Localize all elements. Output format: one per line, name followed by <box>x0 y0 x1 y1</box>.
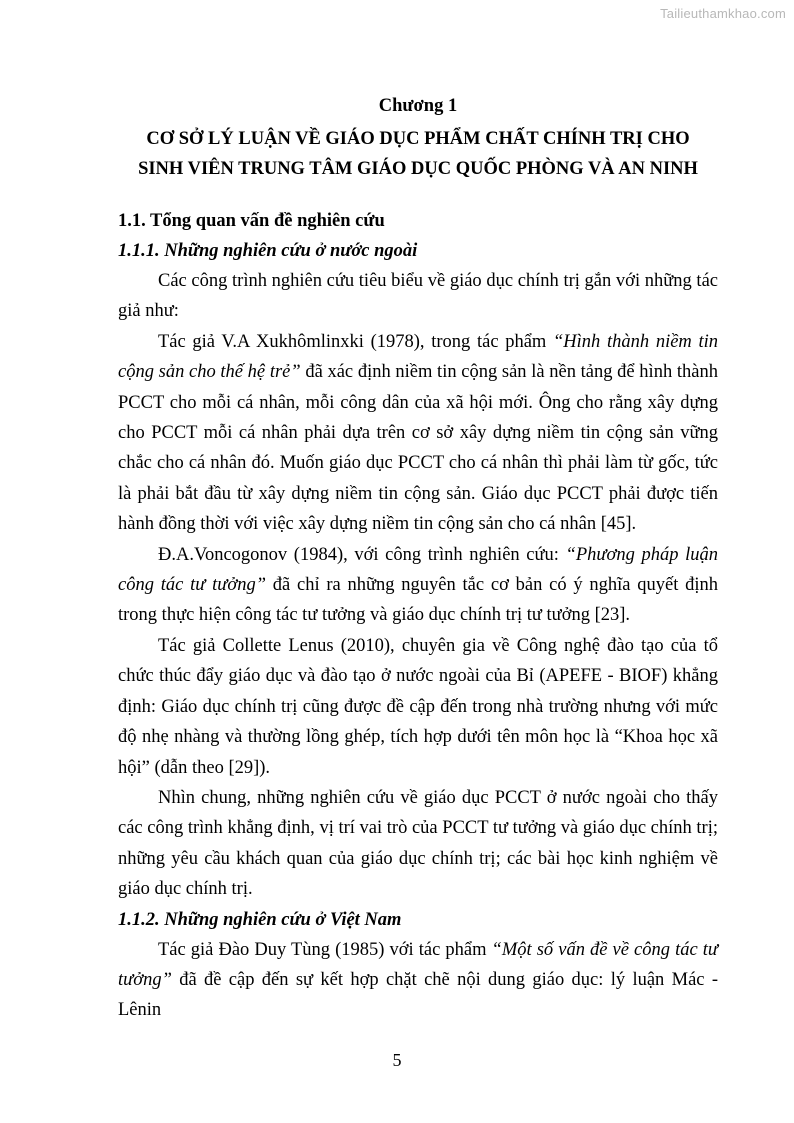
paragraph-4: Tác giả Collette Lenus (2010), chuyên gia về Công nghệ đào tạo của tổ chức thúc đẩy giáo dục và đào tạo ở nước ngoài của Bỉ (APEFE - BIOF) khẳng định: Giáo dục chính trị cũng được đề cập đến trong nhà trường nhưng với mức độ nhẹ nhàng và thường lồng ghép, tích hợp dưới tên môn học là “Khoa học xã hội” (dẫn theo [29]). <box>118 635 718 778</box>
paragraph-3 <box>118 540 718 631</box>
chapter-title-line1: CƠ SỞ LÝ LUẬN VỀ GIÁO DỤC PHẨM CHẤT CHÍNH TRỊ CHO <box>146 129 690 149</box>
paragraph-3-text-a: Đ.A.Voncogonov (1984), với công trình nghiên cứu: <box>158 544 566 565</box>
paragraph-6-text-a: Tác giả Đào Duy Tùng (1985) với tác phẩm <box>158 939 492 960</box>
paragraph-2-italic-title: “Hình thành niềm tin cộng sản cho thế hệ trẻ” <box>118 331 718 383</box>
page-number: 5 <box>392 1050 402 1070</box>
paragraph-1: Các công trình nghiên cứu tiêu biểu về giáo dục chính trị gắn với những tác giả như: <box>118 271 718 322</box>
watermark: Tailieuthamkhao.com <box>660 6 786 21</box>
section-heading-1-1-2: 1.1.2. Những nghiên cứu ở Việt Nam <box>118 909 402 930</box>
paragraph-2-text-a: Tác giả V.A Xukhômlinxki (1978), trong tác phẩm <box>158 331 554 352</box>
chapter-heading: Chương 1 <box>378 96 458 116</box>
paragraph-3-italic-title: “Phương pháp luận công tác tư tưởng” <box>118 544 718 596</box>
paragraph-2-text-b: đã xác định niềm tin cộng sản là nền tảng để hình thành PCCT cho mỗi cá nhân, mỗi công dân của xã hội mới. Ông cho rằng xây dựng cho PCCT mỗi cá nhân phải dựa trên cơ sở xây dựng niềm tin cộng sản vững chắc cho cá nhân đó. Muốn giáo dục PCCT cho cá nhân thì phải làm từ gốc, tức là phải bắt đầu từ xây dựng niềm tin cộng sản. Giáo dục PCCT phải được tiến hành đồng thời với việc xây dựng niềm tin cộng sản cho cá nhân [45]. <box>118 362 718 535</box>
paragraph-3-text-b: đã chỉ ra những nguyên tắc cơ bản có ý nghĩa quyết định trong thực hiện công tác tư tưởng và giáo dục chính trị tư tưởng [23]. <box>118 575 718 626</box>
section-heading-1-1-1: 1.1.1. Những nghiên cứu ở nước ngoài <box>118 241 418 261</box>
paragraph-6 <box>118 935 718 1026</box>
paragraph-6-italic-title: “Một số vấn đề về công tác tư tưởng” <box>118 939 718 990</box>
paragraph-6-text-b: đã đề cập đến sự kết hợp chặt chẽ nội dung giáo dục: lý luận Mác - Lênin <box>118 969 718 1021</box>
chapter-title-line2: SINH VIÊN TRUNG TÂM GIÁO DỤC QUỐC PHÒNG VÀ AN NINH <box>138 159 698 179</box>
paragraph-2 <box>118 327 718 540</box>
page-content <box>118 92 718 1026</box>
chapter-title <box>118 124 718 184</box>
paragraph-5: Nhìn chung, những nghiên cứu về giáo dục PCCT ở nước ngoài cho thấy các công trình khẳng định, vị trí vai trò của PCCT tư tưởng và giáo dục chính trị; những yêu cầu khách quan của giáo dục chính trị; các bài học kinh nghiệm về giáo dục chính trị. <box>118 787 718 900</box>
section-heading-1-1: 1.1. Tổng quan vấn đề nghiên cứu <box>118 211 385 231</box>
